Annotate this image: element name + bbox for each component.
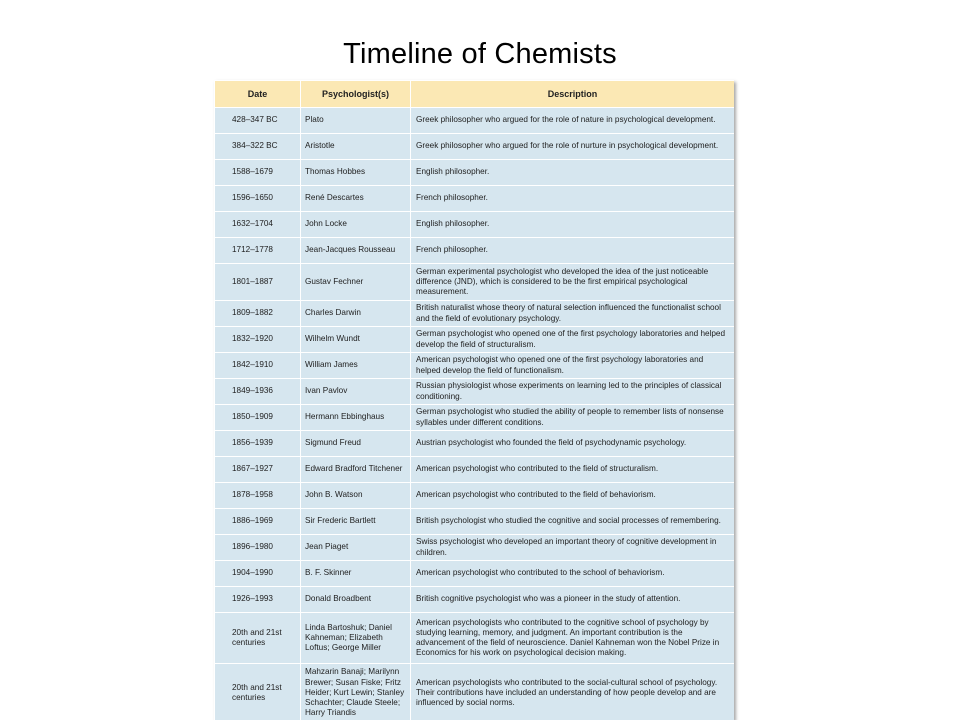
date-cell: 1801–1887 <box>215 264 301 301</box>
date-cell: 1867–1927 <box>215 457 301 483</box>
psychologist-cell: John Locke <box>301 212 411 238</box>
description-cell: American psychologists who contributed to the cognitive school of psychology by studying learning, memory, and judgment. An important contribution is the advancement of the field of neuroscience. Daniel Kahneman won the Nobel Prize in Economics for his work on psychological decision making. <box>411 613 735 664</box>
psychologist-cell: Hermann Ebbinghaus <box>301 405 411 431</box>
psychologists-timeline-table <box>214 80 734 720</box>
header-description: Description <box>411 81 735 108</box>
date-cell: 1849–1936 <box>215 379 301 405</box>
description-cell: French philosopher. <box>411 238 735 264</box>
psychologist-cell: Aristotle <box>301 134 411 160</box>
date-cell: 1832–1920 <box>215 327 301 353</box>
date-cell: 1856–1939 <box>215 431 301 457</box>
description-cell: German psychologist who opened one of the first psychology laboratories and helped develop the field of structuralism. <box>411 327 735 353</box>
table-row <box>215 664 735 720</box>
description-cell: American psychologist who contributed to the school of behaviorism. <box>411 561 735 587</box>
table-row <box>215 379 735 405</box>
table-row <box>215 561 735 587</box>
date-cell: 1596–1650 <box>215 186 301 212</box>
description-cell: British cognitive psychologist who was a pioneer in the study of attention. <box>411 587 735 613</box>
description-cell: Russian physiologist whose experiments on learning led to the principles of classical conditioning. <box>411 379 735 405</box>
date-cell: 1632–1704 <box>215 212 301 238</box>
psychologist-cell: Gustav Fechner <box>301 264 411 301</box>
psychologist-cell: Ivan Pavlov <box>301 379 411 405</box>
description-cell: English philosopher. <box>411 212 735 238</box>
date-cell: 1896–1980 <box>215 535 301 561</box>
description-cell: German psychologist who studied the ability of people to remember lists of nonsense syllables under different conditions. <box>411 405 735 431</box>
header-date: Date <box>215 81 301 108</box>
table-row <box>215 301 735 327</box>
table-row <box>215 457 735 483</box>
psychologist-cell: Charles Darwin <box>301 301 411 327</box>
table-row <box>215 535 735 561</box>
table-row <box>215 238 735 264</box>
table-row <box>215 613 735 664</box>
psychologist-cell: Jean-Jacques Rousseau <box>301 238 411 264</box>
table-header-row <box>215 81 735 108</box>
psychologist-cell: Linda Bartoshuk; Daniel Kahneman; Elizabeth Loftus; George Miller <box>301 613 411 664</box>
table-row <box>215 405 735 431</box>
description-cell: Greek philosopher who argued for the role of nature in psychological development. <box>411 108 735 134</box>
psychologist-cell: Mahzarin Banaji; Marilynn Brewer; Susan Fiske; Fritz Heider; Kurt Lewin; Stanley Schachter; Claude Steele; Harry Triandis <box>301 664 411 720</box>
psychologist-cell: Jean Piaget <box>301 535 411 561</box>
table-row <box>215 134 735 160</box>
date-cell: 1588–1679 <box>215 160 301 186</box>
psychologists-table-frame <box>214 80 734 720</box>
table-row <box>215 186 735 212</box>
date-cell: 1842–1910 <box>215 353 301 379</box>
description-cell: American psychologist who contributed to the field of behaviorism. <box>411 483 735 509</box>
table-row <box>215 108 735 134</box>
psychologist-cell: Wilhelm Wundt <box>301 327 411 353</box>
psychologist-cell: Edward Bradford Titchener <box>301 457 411 483</box>
psychologist-cell: Sir Frederic Bartlett <box>301 509 411 535</box>
description-cell: Austrian psychologist who founded the field of psychodynamic psychology. <box>411 431 735 457</box>
date-cell: 1712–1778 <box>215 238 301 264</box>
psychologist-cell: René Descartes <box>301 186 411 212</box>
table-row <box>215 587 735 613</box>
psychologist-cell: Plato <box>301 108 411 134</box>
date-cell: 20th and 21st centuries <box>215 613 301 664</box>
psychologist-cell: John B. Watson <box>301 483 411 509</box>
description-cell: American psychologists who contributed to the social-cultural school of psychology. Their contributions have included an understanding of how people develop and are influenced by social norms. <box>411 664 735 720</box>
date-cell: 1904–1990 <box>215 561 301 587</box>
table-row <box>215 509 735 535</box>
description-cell: English philosopher. <box>411 160 735 186</box>
table-row <box>215 483 735 509</box>
date-cell: 1850–1909 <box>215 405 301 431</box>
psychologist-cell: William James <box>301 353 411 379</box>
description-cell: German experimental psychologist who developed the idea of the just noticeable difference (JND), which is considered to be the first empirical psychological measurement. <box>411 264 735 301</box>
description-cell: British naturalist whose theory of natural selection influenced the functionalist school and the field of evolutionary psychology. <box>411 301 735 327</box>
header-psychologists: Psychologist(s) <box>301 81 411 108</box>
date-cell: 384–322 BC <box>215 134 301 160</box>
psychologist-cell: Thomas Hobbes <box>301 160 411 186</box>
slide-title: Timeline of Chemists <box>343 38 617 70</box>
table-row <box>215 264 735 301</box>
description-cell: American psychologist who contributed to the field of structuralism. <box>411 457 735 483</box>
table-row <box>215 160 735 186</box>
table-row <box>215 327 735 353</box>
date-cell: 1809–1882 <box>215 301 301 327</box>
psychologist-cell: Donald Broadbent <box>301 587 411 613</box>
date-cell: 428–347 BC <box>215 108 301 134</box>
psychologist-cell: B. F. Skinner <box>301 561 411 587</box>
date-cell: 1926–1993 <box>215 587 301 613</box>
description-cell: French philosopher. <box>411 186 735 212</box>
date-cell: 20th and 21st centuries <box>215 664 301 720</box>
date-cell: 1886–1969 <box>215 509 301 535</box>
description-cell: Swiss psychologist who developed an important theory of cognitive development in children. <box>411 535 735 561</box>
description-cell: American psychologist who opened one of the first psychology laboratories and helped develop the field of functionalism. <box>411 353 735 379</box>
table-row <box>215 431 735 457</box>
table-row <box>215 353 735 379</box>
psychologist-cell: Sigmund Freud <box>301 431 411 457</box>
description-cell: Greek philosopher who argued for the role of nurture in psychological development. <box>411 134 735 160</box>
description-cell: British psychologist who studied the cognitive and social processes of remembering. <box>411 509 735 535</box>
date-cell: 1878–1958 <box>215 483 301 509</box>
table-row <box>215 212 735 238</box>
